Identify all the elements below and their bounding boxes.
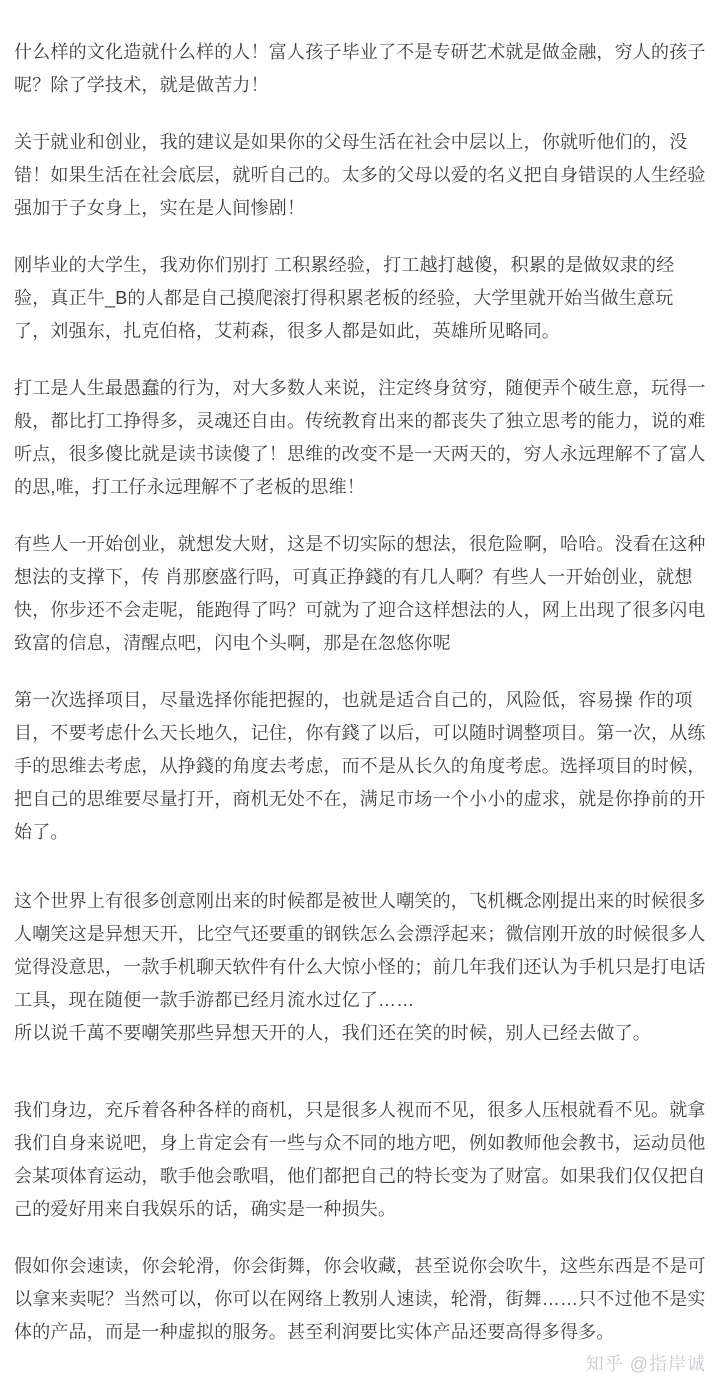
paragraph-working-for-others: 打工是人生最愚蠢的行为，对大多数人来说，注定终身贫穷，随便弄个破生意，玩得一般，都比打工挣得多，灵魂还自由。传统教育出来的都丧失了独立思考的能力，说的难听点，很多傻比就是读书读傻了！思维的改变不是一天两天的，穷人永远理解不了富人的思,唯，打工仔永远理解不了老板的思维！ [14, 378, 706, 497]
paragraph-dont-mock: 所以说千萬不要嘲笑那些异想天开的人，我们还在笑的时候，别人已经去做了。 [14, 1023, 651, 1043]
paragraph-culture: 什么样的文化造就什么样的人！富人孩子毕业了不是专研艺术就是做金融，穷人的孩子呢？除了学技术，就是做苦力！ [14, 42, 706, 95]
paragraph-mocked-ideas: 这个世界上有很多创意刚出来的时候都是被世人嘲笑的，飞机概念刚提出来的时候很多人嘲笑这是异想天开，比空气还要重的钢铁怎么会漂浮起来；微信刚开放的时候很多人觉得没意思，一款手机聊天软件有什么大惊小怪的；前几年我们还认为手机只是打电话工具，现在随便一款手游都已经月流水过亿了…… [14, 891, 706, 1010]
paragraph-first-project: 第一次选择项目，尽量选择你能把握的，也就是适合自己的，风险低，容易操 作的项目，不要考虑什么天长地久，记住，你有錢了以后，可以随时调整项目。第一次，从练手的思维去考虑，从挣錢的角度去考虑，而不是从长久的角度考虑。选择项目的时候，把自己的思维要尽量打开，商机无处不在，满足市场一个小小的虚求，就是你挣前的开始了。 [14, 690, 706, 842]
paragraph-sell-skills: 假如你会速读，你会轮滑，你会街舞，你会收藏，甚至说你会吹牛，这些东西是不是可以拿来卖呢？当然可以，你可以在网络上教别人速读，轮滑，街舞……只不过他不是实体的产品，而是一种虚拟的服务。甚至利润要比实体产品还要高得多得多。 [14, 1256, 706, 1342]
paragraph-career-advice: 关于就业和创业，我的建议是如果你的父母生活在社会中层以上，你就听他们的，没错！如果生活在社会底层，就听自己的。太多的父母以爱的名义把自身错误的人生经验强加于子女身上，实在是人间惨剧！ [14, 132, 706, 218]
answer-text [14, 36, 706, 1349]
paragraph-opportunities: 我们身边，充斥着各种各样的商机，只是很多人视而不见，很多人压根就看不见。就拿我们自身来说吧，身上肯定会有一些与众不同的地方吧，例如教师他会教书，运动员他会某项体育运动，歌手他会歌唱，他们都把自己的特长变为了财富。如果我们仅仅把自己的爱好用来自我娱乐的话，确实是一种损失。 [14, 1100, 706, 1219]
zhihu-watermark: 知乎 @指岸诚 [585, 1354, 706, 1374]
paragraph-startup-mindset: 有些人一开始创业，就想发大财，这是不切实际的想法，很危险啊，哈哈。没看在这种想法的支撑下，传 肖那麽盛行吗，可真正挣錢的有几人啊？有些人一开始创业，就想快，你步还不会走呢，能跑得了吗？可就为了迎合这样想法的人，网上出现了很多闪电致富的信息，清醒点吧，闪电个头啊，那是在忽悠你呢 [14, 534, 706, 653]
paragraph-graduates: 刚毕业的大学生，我劝你们别打 工积累经验，打工越打越傻，积累的是做奴隶的经验，真正牛_B的人都是自己摸爬滚打得积累老板的经验，大学里就开始当做生意玩了，刘强东，扎克伯格，艾莉森，很多人都是如此，英雄所见略同。 [14, 255, 675, 341]
